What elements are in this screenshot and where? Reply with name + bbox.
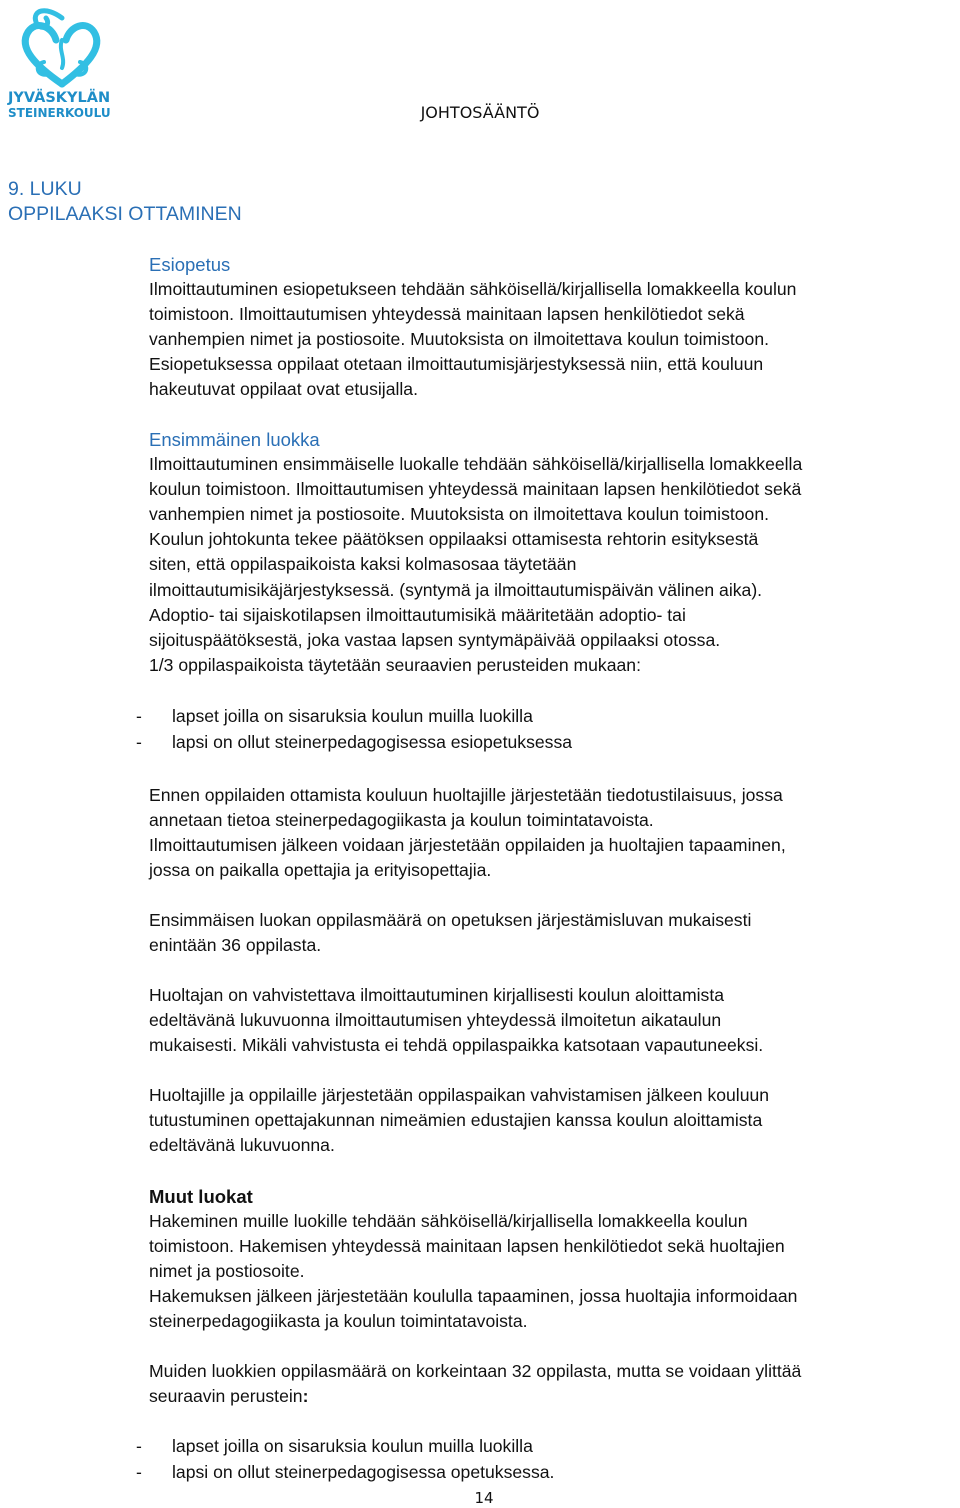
page-number: 14: [474, 1489, 494, 1507]
text-line: 1/3 oppilaspaikoista täytetään seuraavien perusteiden mukaan:: [149, 654, 641, 675]
text-line: ilmoittautumisikäjärjestyksessä. (syntymä ja ilmoittautumispäivän välinen aika).: [149, 579, 763, 600]
text-line: koulun toimistoon. Ilmoittautumisen yhteydessä mainitaan lapsen henkilötiedot sekä: [149, 479, 802, 500]
text-line: sijoituspäätöksestä, joka vastaa lapsen syntymäpäivää oppilaaksi otossa.: [149, 629, 721, 650]
paragraph-confirmation: [149, 983, 957, 1058]
chapter-number: 9. LUKU: [8, 178, 82, 200]
text-line: siten, että oppilaspaikoista kaksi kolmasosaa täytetään: [149, 554, 577, 575]
text-line: Hakeminen muille luokille tehdään sähköisellä/kirjallisella lomakkeella koulun: [149, 1211, 748, 1232]
text-line: enintään 36 oppilasta.: [149, 935, 322, 956]
text-line: toimistoon. Hakemisen yhteydessä mainitaan lapsen henkilötiedot sekä huoltajien: [149, 1236, 785, 1257]
paragraph-orientation: [149, 1083, 957, 1158]
chapter-heading: [8, 177, 242, 227]
text-line: mukaisesti. Mikäli vahvistusta ei tehdä oppilaspaikka katsotaan vapautuneeksi.: [149, 1035, 764, 1056]
text-run: seuraavin perustein: [149, 1386, 303, 1407]
text-line: tutustuminen opettajakunnan nimeämien edustajien kanssa koulun aloittamista: [149, 1110, 763, 1131]
text-line: vanhempien nimet ja postiosoite. Muutoksista on ilmoitettava koulun toimistoon.: [149, 329, 770, 350]
chapter-title: OPPILAAKSI OTTAMINEN: [8, 203, 242, 225]
text-line: edeltävänä lukuvuonna.: [149, 1135, 335, 1156]
bullet-text: lapsi on ollut steinerpedagogisessa esiopetuksessa: [172, 732, 573, 752]
text-line: hakeutuvat oppilaat ovat etusijalla.: [149, 379, 418, 400]
section-heading: Ensimmäinen luokka: [149, 429, 320, 450]
text-line: Huoltajille ja oppilaille järjestetään oppilaspaikan vahvistamisen jälkeen kouluun: [149, 1085, 770, 1105]
text-line: vanhempien nimet ja postiosoite. Muutoksista on ilmoitettava koulun toimistoon.: [149, 504, 770, 525]
text-line: Adoptio- tai sijaiskotilapsen ilmoittautumisikä määritetään adoptio- tai: [149, 604, 686, 625]
text-line: Hakemuksen jälkeen järjestetään koululla tapaaminen, jossa huoltajia informoidaan: [149, 1286, 798, 1307]
text-line: Koulun johtokunta tekee päätöksen oppilaaksi ottamisesta rehtorin esityksestä: [149, 529, 759, 550]
bullet-dash: -: [136, 1436, 142, 1456]
logo-text-line2: STEINERKOULU: [8, 106, 111, 120]
logo-text-line1: JYVÄSKYLÄN: [8, 90, 111, 106]
text-line: edeltävänä lukuvuonna ilmoittautumisen yhteydessä ilmoitetun aikataulun: [149, 1010, 722, 1031]
text-line: annetaan tietoa steinerpedagogiikasta ja koulun toimintatavoista.: [149, 810, 654, 831]
section-muut-luokat: [149, 1184, 957, 1335]
bullet-dash: -: [136, 732, 142, 752]
paragraph-class-size: [149, 908, 957, 958]
section-esiopetus: [149, 252, 957, 403]
text-line: jossa on paikalla opettajia ja erityisopettajia.: [149, 860, 492, 881]
colon: :: [302, 1386, 309, 1407]
section-heading: Muut luokat: [149, 1186, 253, 1207]
paragraph-other-class-size: [149, 1359, 957, 1409]
text-line: nimet ja postiosoite.: [149, 1261, 305, 1282]
text-line: Huoltajan on vahvistettava ilmoittautuminen kirjallisesti koulun aloittamista: [149, 985, 725, 1005]
bullet-text: lapsi on ollut steinerpedagogisessa opetuksessa.: [172, 1462, 555, 1482]
section-ensimmainen-luokka: [149, 427, 957, 678]
text-line: toimistoon. Ilmoittautumisen yhteydessä mainitaan lapsen henkilötiedot sekä: [149, 304, 745, 325]
text-line: Esiopetuksessa oppilaat otetaan ilmoittautumisjärjestyksessä niin, että kouluun: [149, 354, 764, 375]
bullet-text: lapset joilla on sisaruksia koulun muilla luokilla: [172, 706, 533, 726]
bullet-text: lapset joilla on sisaruksia koulun muilla luokilla: [172, 1436, 533, 1456]
text-line: Ilmoittautuminen ensimmäiselle luokalle tehdään sähköisellä/kirjallisella lomakkeella: [149, 454, 803, 475]
text-line: Ilmoittautumisen jälkeen voidaan järjestetään oppilaiden ja huoltajien tapaaminen,: [149, 835, 786, 856]
text-line: [149, 1384, 957, 1409]
text-line: Ensimmäisen luokan oppilasmäärä on opetuksen järjestämisluvan mukaisesti: [149, 910, 752, 930]
text-line: Ilmoittautuminen esiopetukseen tehdään sähköisellä/kirjallisella lomakkeella koulun: [149, 279, 797, 300]
bullet-dash: -: [136, 706, 142, 726]
document-title: JOHTOSÄÄNTÖ: [420, 103, 540, 122]
text-line: Muiden luokkien oppilasmäärä on korkeintaan 32 oppilasta, mutta se voidaan ylittää: [149, 1361, 802, 1381]
paragraph-info-session: [149, 783, 957, 883]
bullet-dash: -: [136, 1462, 142, 1482]
section-heading: Esiopetus: [149, 254, 231, 275]
text-line: Ennen oppilaiden ottamista kouluun huoltajille järjestetään tiedotustilaisuus, jossa: [149, 785, 783, 805]
text-line: steinerpedagogiikasta ja koulun toimintatavoista.: [149, 1311, 528, 1332]
